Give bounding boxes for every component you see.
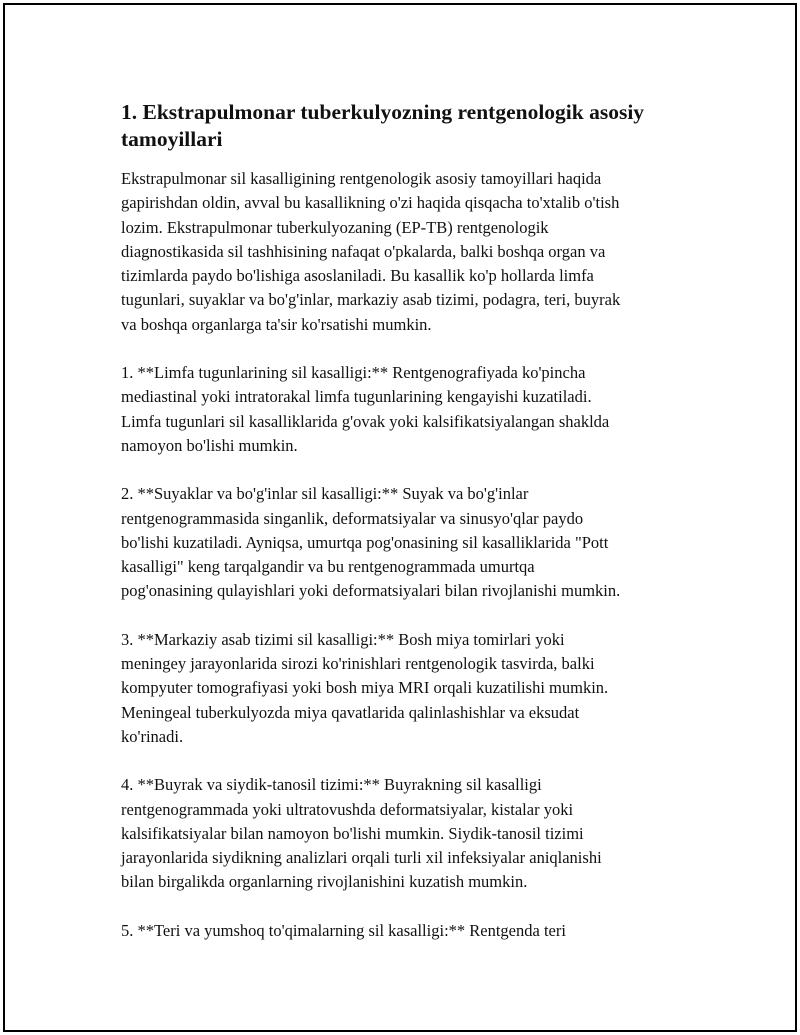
document-heading: 1. Ekstrapulmonar tuberkulyozning rentgenologik asosiy tamoyillari bbox=[121, 100, 645, 151]
paragraph-bones-joints: 2. **Suyaklar va bo'g'inlar sil kasalligi:** Suyak va bo'g'inlar rentgenogrammasida singanlik, deformatsiyalar va sinusyo'qlar paydo bo'lishi kuzatiladi. Ayniqsa, umurtqa pog'onasining sil kasalliklarida "Pott kasalligi" keng tarqalgandir va bu rentgenogrammada umurtqa pog'onasining qulayishlari yoki deformatsiyalari bilan rivojlanishi mumkin. bbox=[121, 484, 621, 601]
page-frame bbox=[3, 3, 797, 1032]
intro-paragraph: Ekstrapulmonar sil kasalligining rentgenologik asosiy tamoyillari haqida gapirishdan oldin, avval bu kasallikning o'zi haqida qisqacha to'xtalib o'tish lozim. Ekstrapulmonar tuberkulyozaning (EP-TB) rentgenologik diagnostikasida sil tashhisining nafaqat o'pkalarda, balki boshqa organ va tizimlarda paydo bo'lishiga asoslaniladi. Bu kasallik ko'p hollarda limfa tugunlari, suyaklar va bo'g'inlar, markaziy asab tizimi, podagra, teri, buyrak va boshqa organlarga ta'sir ko'rsatishi mumkin. bbox=[121, 169, 621, 334]
paragraph-cns: 3. **Markaziy asab tizimi sil kasalligi:** Bosh miya tomirlari yoki meningey jarayonlarida sirozi ko'rinishlari rentgenologik tasvirda, balki kompyuter tomografiyasi yoki bosh miya MRI orqali kuzatilishi mumkin. Meningeal tuberkulyozda miya qavatlarida qalinlashishlar va eksudat ko'rinadi. bbox=[121, 629, 609, 746]
document-body bbox=[121, 99, 701, 967]
paragraph-kidney-urogenital: 4. **Buyrak va siydik-tanosil tizimi:** Buyrakning sil kasalligi rentgenogrammada yoki ultratovushda deformatsiyalar, kistalar yoki kalsifikatsiyalar bilan namoyon bo'lishi mumkin. Siydik-tanosil tizimi jarayonlarida siydikning analizlari orqali turli xil infeksiyalar aniqlanishi bilan birgalikda organlarning rivojlanishini kuzatish mumkin. bbox=[121, 775, 602, 892]
paragraph-skin-soft-tissue: 5. **Teri va yumshoq to'qimalarning sil kasalligi:** Rentgenda teri bbox=[121, 920, 566, 940]
paragraph-lymph-nodes: 1. **Limfa tugunlarining sil kasalligi:** Rentgenografiyada ko'pincha mediastinal yoki intratorakal limfa tugunlarining kengayishi kuzatiladi. Limfa tugunlari sil kasalliklarida g'ovak yoki kalsifikatsiyalangan shaklda namoyon bo'lishi mumkin. bbox=[121, 363, 610, 455]
